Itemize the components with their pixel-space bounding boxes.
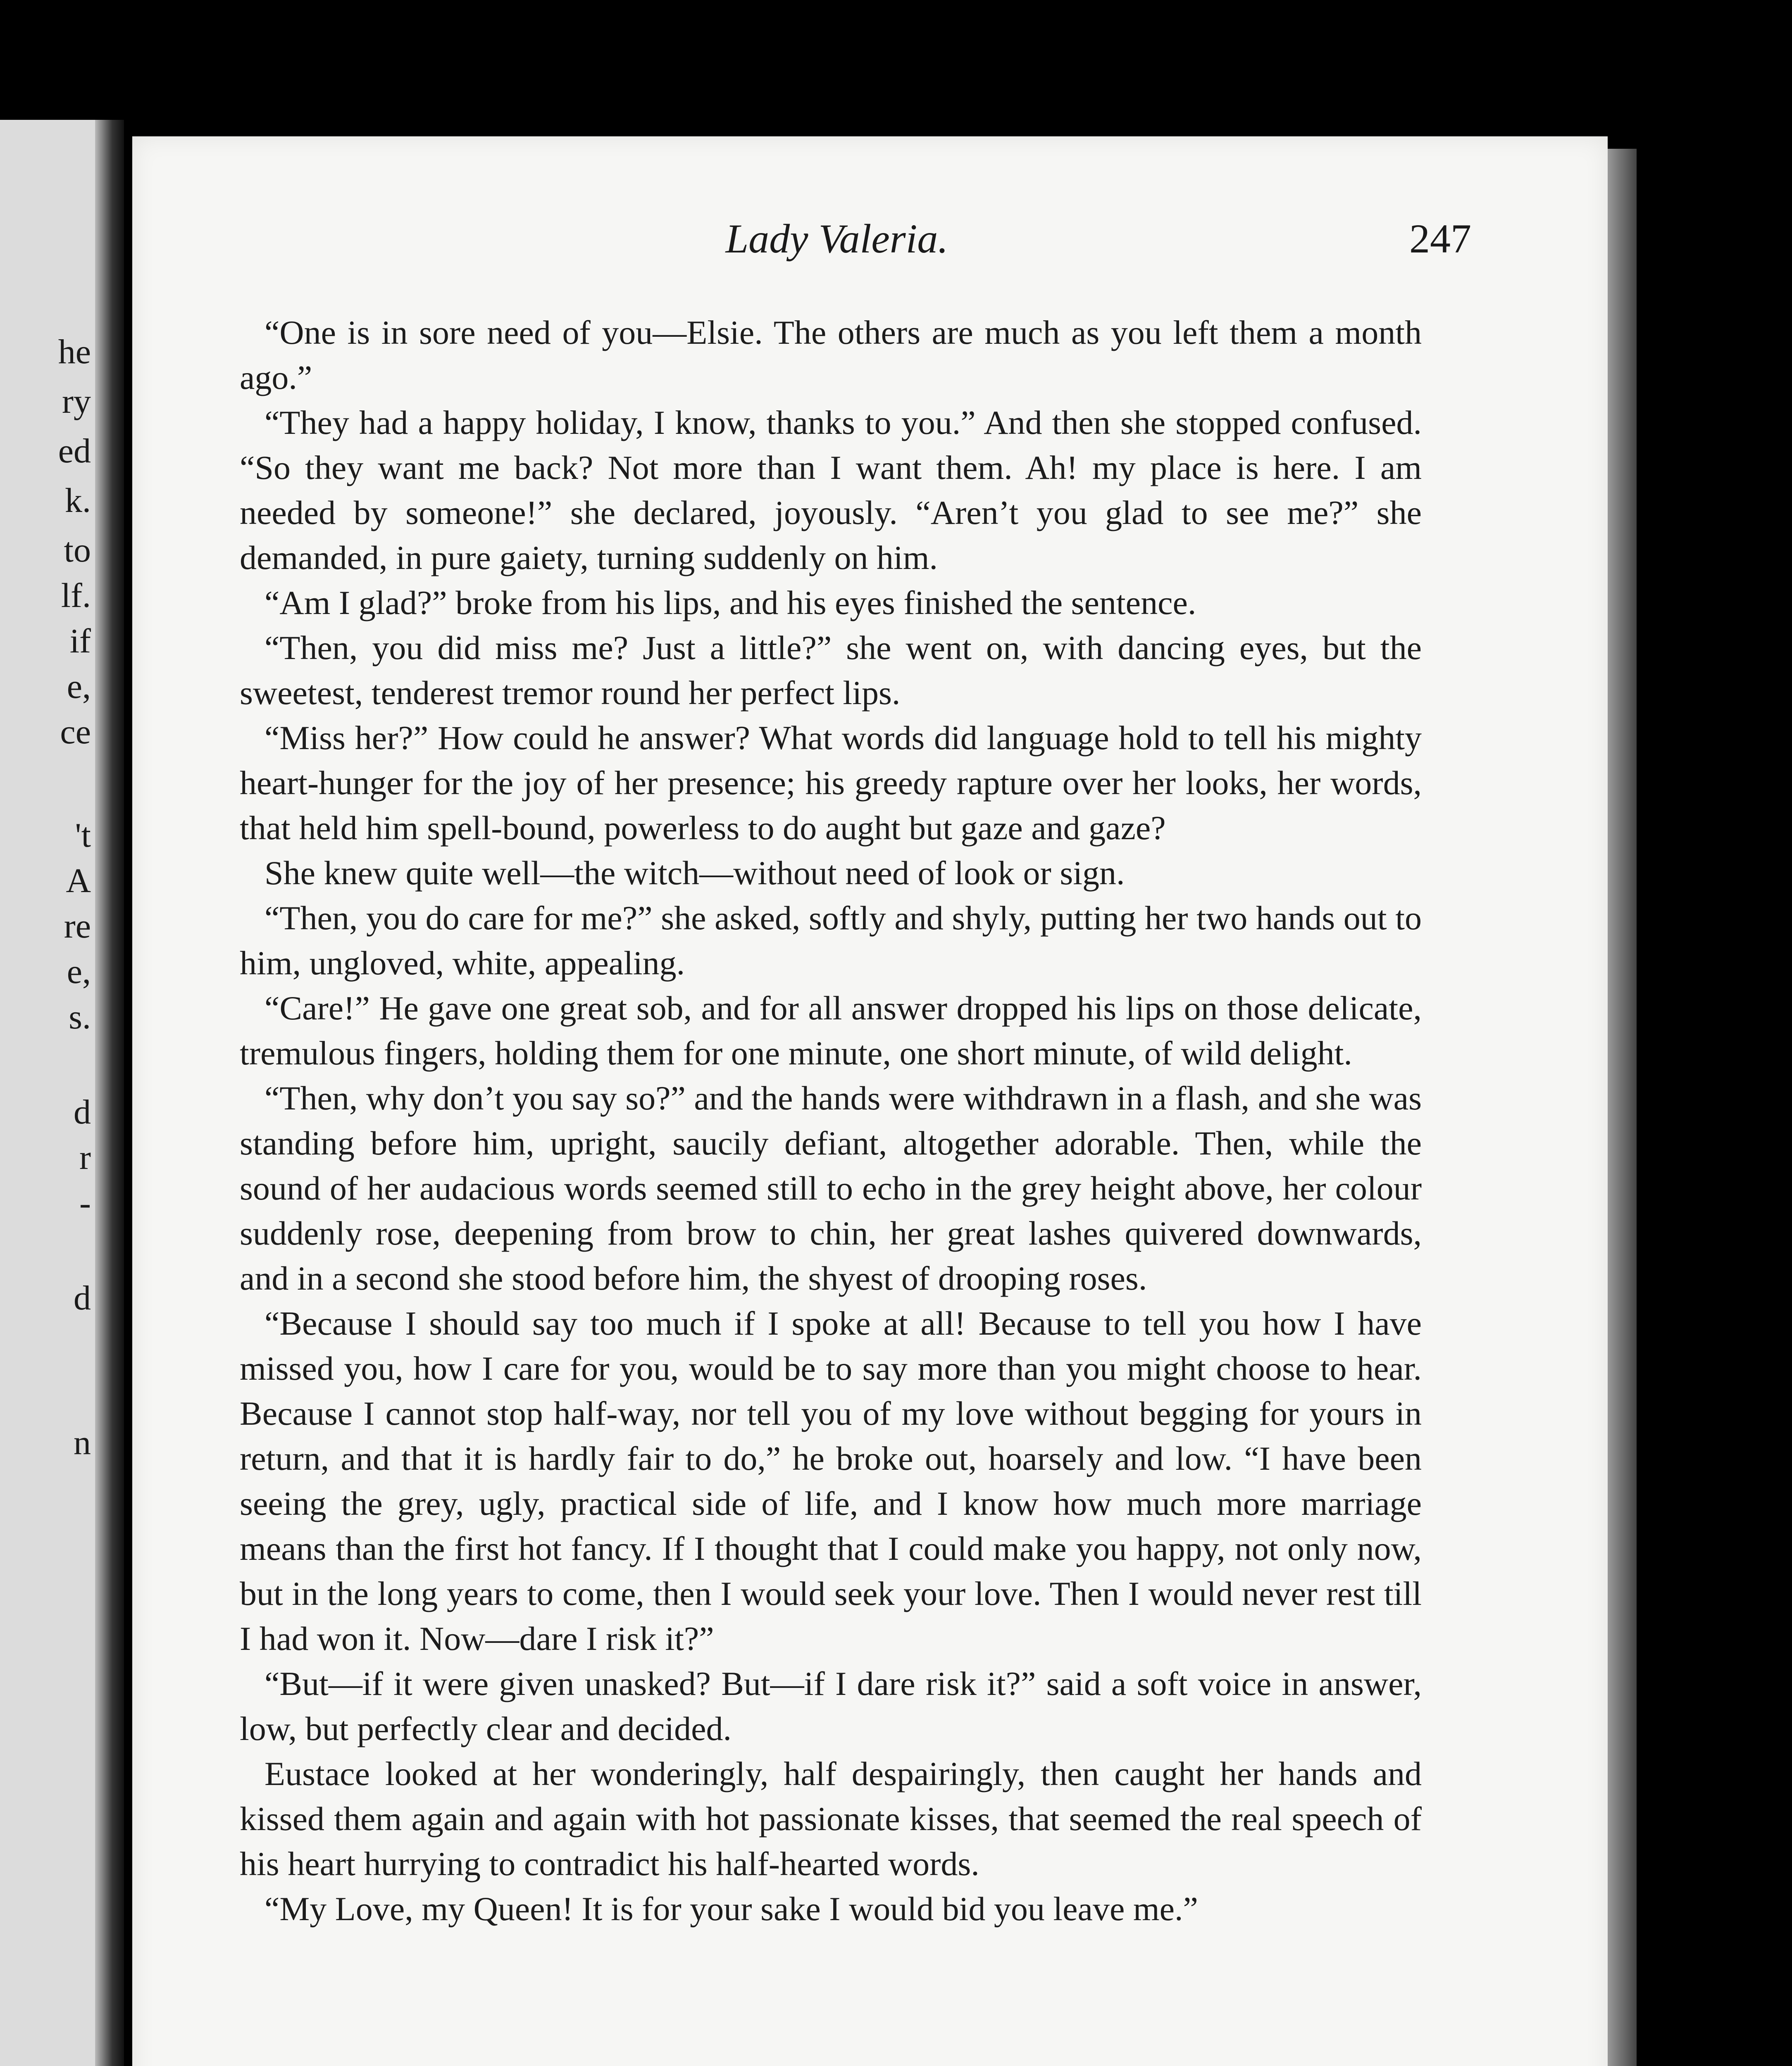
facing-page-fragment: r bbox=[79, 1138, 91, 1177]
facing-page-fragment: lf. bbox=[61, 576, 91, 615]
facing-page-fragment: d bbox=[74, 1093, 91, 1131]
facing-page-fragment: 't bbox=[75, 816, 91, 854]
book-page bbox=[132, 136, 1608, 2066]
running-title: Lady Valeria. bbox=[725, 216, 948, 262]
gutter-shadow bbox=[95, 120, 124, 2066]
paragraph: “But—if it were given unasked? But—if I dare risk it?” said a soft voice in answer, low, but perfectly clear and decided. bbox=[240, 1665, 1422, 1747]
paragraph: “They had a happy holiday, I know, thanks to you.” And then she stopped confused. “So they want me back? Not more than I want them. Ah! my place is here. I am needed by someone!” she declared, joyously. “Aren’t you glad to see me?” she demanded, in pure gaiety, turning suddenly on him. bbox=[240, 404, 1422, 576]
facing-page-fragment: n bbox=[74, 1423, 91, 1462]
facing-page-edge bbox=[0, 120, 124, 2066]
paragraph: “Am I glad?” broke from his lips, and his eyes finished the sentence. bbox=[265, 584, 1196, 621]
facing-page-fragment: e, bbox=[67, 952, 91, 991]
page-number: 247 bbox=[1409, 216, 1471, 262]
facing-page-fragment: d bbox=[74, 1279, 91, 1317]
facing-page-fragment: ry bbox=[62, 382, 91, 421]
facing-page-fragment: ed bbox=[58, 432, 91, 470]
paragraph: Eustace looked at her wonderingly, half despairingly, then caught her hands and kissed them again and again with hot passionate kisses, that seemed the real speech of his heart hurrying to contradict his half-hearted words. bbox=[240, 1755, 1422, 1883]
facing-page-fragment: to bbox=[64, 531, 91, 569]
paragraph: “One is in sore need of you—Elsie. The others are much as you left them a month ago.” bbox=[240, 314, 1422, 396]
running-head bbox=[132, 215, 1608, 273]
paragraph: “Then, you did miss me? Just a little?” she went on, with dancing eyes, but the sweetest, tenderest tremor round her perfect lips. bbox=[240, 629, 1422, 712]
facing-page-fragment: k. bbox=[65, 481, 91, 520]
paragraph: “Miss her?” How could he answer? What words did language hold to tell his mighty heart-hunger for the joy of her presence; his greedy rapture over her looks, her words, that held him spell-bound, powerless to do aught but gaze and gaze? bbox=[240, 719, 1422, 847]
facing-page-fragment: A bbox=[66, 862, 91, 900]
paragraph: She knew quite well—the witch—without need of look or sign. bbox=[265, 854, 1125, 892]
paragraph: “Because I should say too much if I spoke at all! Because to tell you how I have missed you, how I care for you, would be to say more than you might choose to hear. Because I cannot stop half-way, nor tell you of my love without begging for yours in return, and that it is hardly fair to do,” he broke out, hoarsely and low. “I have been seeing the grey, ugly, practical side of life, and I know how much more marriage means than the first hot fancy. If I thought that I could make you happy, not only now, but in the long years to come, then I would seek your love. Then I would never rest till I had won it. Now—dare I risk it?” bbox=[240, 1304, 1422, 1657]
paragraph: “Then, why don’t you say so?” and the hands were withdrawn in a flash, and she was standing before him, upright, saucily defiant, altogether adorable. Then, while the sound of her audacious words seemed still to echo in the grey height above, her colour suddenly rose, deepening from brow to chin, her great lashes quivered downwards, and in a second she stood before him, the shyest of drooping roses. bbox=[240, 1079, 1422, 1297]
facing-page-fragment: if bbox=[69, 622, 91, 660]
facing-page-fragment: re bbox=[64, 907, 91, 945]
page-edge-shadow bbox=[1608, 149, 1637, 2066]
paragraph: “Then, you do care for me?” she asked, softly and shyly, putting her two hands out to him, ungloved, white, appealing. bbox=[240, 899, 1422, 982]
body-text bbox=[240, 310, 1422, 1931]
facing-page-fragment: - bbox=[79, 1184, 91, 1222]
facing-page-fragment: he bbox=[58, 333, 91, 371]
facing-page-fragment: e, bbox=[67, 667, 91, 706]
facing-page-fragment: s. bbox=[69, 998, 91, 1036]
facing-page-fragment: ce bbox=[60, 713, 91, 751]
paragraph: “My Love, my Queen! It is for your sake I would bid you leave me.” bbox=[265, 1890, 1198, 1928]
paragraph: “Care!” He gave one great sob, and for all answer dropped his lips on those delicate, tremulous fingers, holding them for one minute, one short minute, of wild delight. bbox=[240, 989, 1422, 1072]
